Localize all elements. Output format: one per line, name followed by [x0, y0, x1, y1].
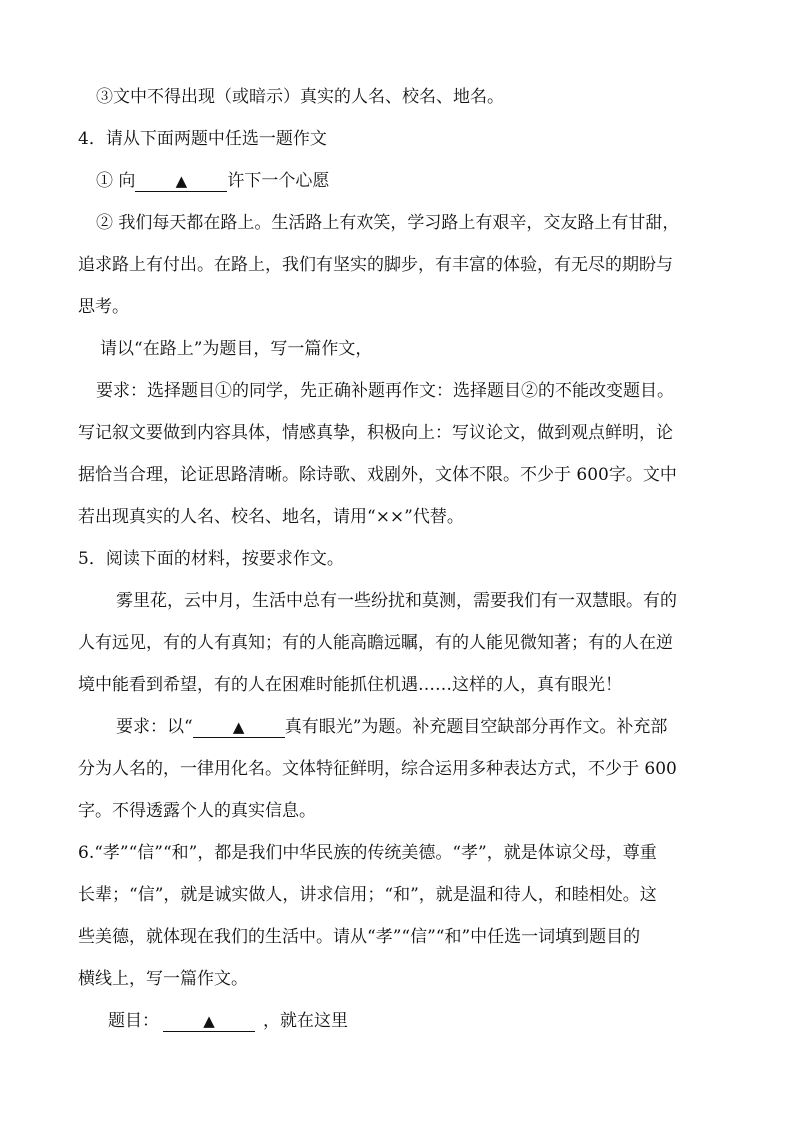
- triangle-marker-icon: ▲: [232, 718, 245, 736]
- q4-requirement-line-4: 若出现真实的人名、校名、地名，请用“××”代替。: [78, 507, 464, 527]
- q5-requirement-prefix: 要求：以“: [116, 717, 193, 737]
- option-1-suffix: 许下一个心愿: [227, 171, 330, 191]
- q5-requirement-line-1: [116, 716, 667, 738]
- option-2-line-2: 追求路上有付出。在路上，我们有坚实的脚步，有丰富的体验，有无尽的期盼与: [78, 255, 673, 275]
- question-5-heading: 5．阅读下面的材料，按要求作文。: [78, 549, 344, 569]
- q5-requirement-line-2: 分为人名的，一律用化名。文体特征鲜明，综合运用多种表达方式，不少于 600: [78, 759, 677, 779]
- question-6-line-4: 横线上，写一篇作文。: [78, 969, 248, 989]
- q4-requirement-line-3: 据恰当合理，论证思路清晰。除诗歌、戏剧外，文体不限。不少于 600字。文中: [78, 465, 677, 485]
- requirement-3: ③文中不得出现（或暗示）真实的人名、校名、地名。: [96, 87, 504, 107]
- q4-requirement-line-2: 写记叙文要做到内容具体，情感真挚，积极向上：写议论文，做到观点鲜明，论: [78, 423, 673, 443]
- q4-requirement-line-1: 要求：选择题目①的同学，先正确补题再作文：选择题目②的不能改变题目。: [96, 381, 674, 401]
- option-1-title: [96, 170, 329, 192]
- option-2-instruction: 请以“在路上”为题目，写一篇作文，: [100, 339, 373, 359]
- q6-title-prefix: 题目：: [108, 1011, 159, 1031]
- option-1-prefix: ① 向: [96, 171, 136, 191]
- option-2-line-3: 思考。: [78, 297, 129, 317]
- q6-title-suffix: ，就在这里: [263, 1011, 348, 1031]
- triangle-marker-icon: ▲: [203, 1012, 215, 1030]
- q5-material-line-1: 雾里花，云中月，生活中总有一些纷扰和莫测，需要我们有一双慧眼。有的: [116, 591, 677, 611]
- fill-blank-1: [135, 171, 227, 192]
- question-6-line-3: 些美德，就体现在我们的生活中。请从“孝”“信”“和”中任选一词填到题目的: [78, 927, 641, 947]
- option-2-line-1: ② 我们每天都在路上。生活路上有欢笑，学习路上有艰辛，交友路上有甘甜，: [96, 213, 680, 233]
- q5-requirement-suffix: 真有眼光”为题。补充题目空缺部分再作文。补充部: [284, 717, 668, 737]
- q6-title-line: [108, 1010, 348, 1032]
- question-4-heading: 4．请从下面两题中任选一题作文: [78, 129, 327, 149]
- triangle-marker-icon: ▲: [175, 172, 188, 190]
- q5-requirement-line-3: 字。不得透露个人的真实信息。: [78, 801, 316, 821]
- question-6-line-2: 长辈；“信”，就是诚实做人，讲求信用；“和”，就是温和待人，和睦相处。这: [78, 885, 657, 905]
- q5-material-line-2: 人有远见，有的人有真知；有的人能高瞻远瞩，有的人能见微知著；有的人在逆: [78, 633, 673, 653]
- q5-material-line-3: 境中能看到希望，有的人在困难时能抓住机遇……这样的人，真有眼光！: [78, 675, 622, 695]
- fill-blank-3: [163, 1011, 255, 1032]
- question-6-line-1: 6.“孝”“信”“和”，都是我们中华民族的传统美德。“孝”，就是体谅父母，尊重: [78, 843, 657, 863]
- fill-blank-2: [193, 717, 285, 738]
